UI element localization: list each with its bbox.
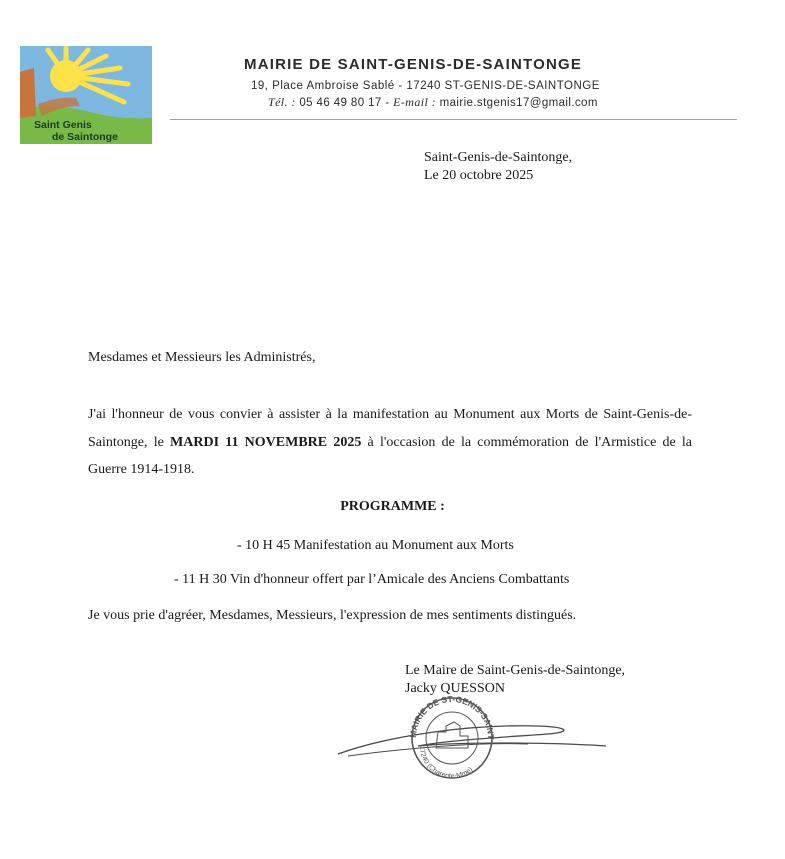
closing-formula: Je vous prie d'agréer, Mesdames, Messieurs, l'expression de mes sentiments distingués.: [88, 608, 577, 623]
stamp-top-text: MAIRIE DE ST-GENIS-SAINT: [407, 696, 497, 740]
program-item: - 10 H 45 Manifestation au Monument aux Morts: [237, 538, 514, 553]
signature-block: [405, 662, 625, 698]
letterhead-title: MAIRIE DE SAINT-GENIS-DE-SAINTONGE: [244, 56, 583, 73]
stamp-seal-icon: [328, 696, 618, 780]
letterhead-divider: [170, 119, 737, 120]
event-date: MARDI 11 NOVEMBRE 2025: [170, 434, 362, 450]
letter-place: Saint-Genis-de-Saintonge,: [424, 150, 573, 165]
tel-label: Tél. :: [268, 95, 296, 109]
para-text-before: J'ai l'honneur de vous convier à assister à la manifestation au Monument aux Morts de Saint-Genis-de-Saintonge, le: [88, 407, 692, 450]
para-text-after: à l'occasion de la commémoration de l'Armistice de la Guerre 1914-1918.: [88, 434, 693, 477]
tel-number: 05 46 49 80 17: [299, 97, 382, 109]
sun-landscape-icon: [20, 46, 152, 144]
logo-text-line1: Saint Genis: [34, 119, 92, 131]
program-title: PROGRAMME :: [340, 499, 445, 514]
signatory-title: Le Maire de Saint-Genis-de-Saintonge,: [405, 663, 626, 678]
email-address: mairie.stgenis17@gmail.com: [439, 97, 598, 109]
signatory-name: Jacky QUESSON: [405, 681, 505, 696]
invitation-paragraph: [88, 401, 692, 484]
svg-text:MAIRIE DE ST-GENIS-SAINTONGE: [328, 696, 496, 740]
salutation: Mesdames et Messieurs les Administrés,: [88, 350, 316, 365]
email-label: E-mail :: [393, 95, 436, 109]
program-item: - 11 H 30 Vin d'honneur offert par l’Amicale des Anciens Combattants: [174, 572, 570, 587]
municipal-logo: [20, 46, 152, 144]
official-stamp-signature: [328, 696, 618, 780]
letterhead-contact: [268, 95, 598, 110]
stamp-bottom-text: 17240 (Charente-Mme): [417, 745, 475, 780]
contact-separator: -: [385, 97, 390, 109]
letter-date: Le 20 octobre 2025: [424, 168, 534, 183]
place-date-block: [424, 149, 572, 185]
logo-text-line2: de Saintonge: [52, 131, 118, 143]
letterhead-address: 19, Place Ambroise Sablé - 17240 ST-GENIS-DE-SAINTONGE: [251, 80, 600, 92]
